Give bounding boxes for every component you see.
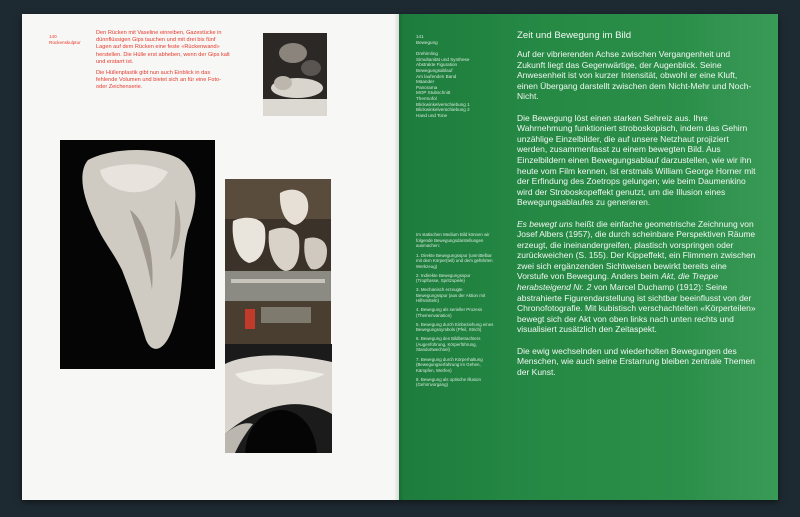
index-item: MOP Stubschnitt <box>416 90 451 96</box>
list-item: 7. Bewegung durch Körperhaltung (Bewegungserfahrung im Gehen, Kämpfen, Werfen) <box>416 356 483 373</box>
index-item: Panorama <box>416 84 438 90</box>
left-page <box>22 14 399 500</box>
list-item: 5. Bewegung durch Einbeziehung eines Bewegungssymbols (Pfeil, Strich) <box>416 321 494 333</box>
main-article <box>517 30 757 388</box>
index-item: Hand und Tone <box>416 112 448 118</box>
instructions-text <box>96 30 231 96</box>
photo-studio-sculptures <box>225 179 331 351</box>
article-paragraph: Es bewegt uns heißt die einfache geometrische Zeichnung von Josef Albers (1957), die durch scheinbare Perspektiven Räume erzeugt, die ineinandergreifen, plastisch vorspringen oder zurückweichen (S. 155). Der Kippeffekt, ein Flimmern zwischen zwei sich ergänzenden Sichtweisen bewirkt bereits eine Vorstufe von Bewegung. Anders beim Akt, die Treppe herabsteigend Nr. 2 von Marcel Duchamp (1912): Seine abstrahierte Figurendarstellung ist sichtbar beeinflusst von der Chronofotografie. Mit kubistisch verschachtelten «Körperteilen» bewegt sich der Akt von oben links nach unten rechts und visualisiert zusätzlich den Zeitaspekt. <box>517 218 756 335</box>
index-item: Thermofol <box>416 95 437 101</box>
list-item: 8. Bewegung als optische Illusion (Gehirnvorgang) <box>416 376 481 388</box>
right-page-number: 141 <box>416 34 424 39</box>
book-gutter <box>394 14 404 500</box>
chapter-index <box>416 34 491 118</box>
left-page-number: 140 <box>49 34 57 39</box>
artwork-title-albers: Es bewegt uns <box>517 218 573 229</box>
right-page <box>399 14 778 500</box>
list-item: 1. Direkte Bewegungsspur (unmittelbar mit dem Körper(teil) und dem geführten Werkzeug) <box>416 252 493 269</box>
index-item: Blickwinkelverschiebung 2 <box>416 107 470 113</box>
index-item: Drehimling <box>416 51 438 57</box>
instructions-paragraph: Den Rücken mit Vaseline einreiben, Gazestücke in dünnflüssigen Gips tauchen und mit drei bis fünf Lagen auf dem Rücken eine feste «Rückenwand» herstellen. Die Hülle erst abheben, wenn der Gips kalt und erstarrt ist. <box>96 30 230 65</box>
photo-back-casting <box>263 33 327 116</box>
article-paragraph: Auf der vibrierenden Achse zwischen Vergangenheit und Zukunft liegt das Gegenwärtige, der Augenblick. Seine Anwesenheit ist von kurzer Intensität, obwohl er eine Kluft, einen Übergang darstellt zwischen dem Nicht-Mehr und Noch-Nicht. <box>517 49 752 102</box>
instructions-paragraph: Die Hüllenplastik gibt nun auch Einblick in das fehlende Volumen und bietet sich an für eine Foto- oder Zeichenserie. <box>96 70 222 91</box>
article-title: Zeit und Bewegung im Bild <box>517 30 632 41</box>
article-paragraph: Die Bewegung löst einen starken Sehreiz aus. Ihre Wahrnehmung funktioniert stroboskopisch, indem das Gehirn unzählige Einzelbilder, die auf unsere Netzhaut projiziert werden, zusammenfasst zu einem bewegten Bild. Aus Einzelbildern einen Bewegungsablauf darzustellen, wie wir ihn heute vom Film kennen, ist erstmals William George Horner mit der Erfindung des Zoetrops gelungen; wie beim Daumenkino wird der Stroboskopeffekt genutzt, um die Illusion eines Bewegungsablaufes zu generieren. <box>517 112 756 208</box>
photo-plaster-torso <box>60 140 215 369</box>
index-item: Blickwinkelverschiebung 1 <box>416 101 470 107</box>
list-item: 2. Indirekte Bewegungsspur (Tropfrasse, Spritzspiele) <box>416 272 471 284</box>
index-item: Bewegungsablauf <box>416 67 453 73</box>
list-item: 6. Bewegung des Bildbetrachters (Augenführung, Körperführung, Standortwechsel) <box>416 336 481 353</box>
list-item: 4. Bewegung als serieller Prozess (Themenvariation) <box>416 307 483 318</box>
left-page-section: Rückenskulptur <box>49 40 81 45</box>
index-item: Abstrakte Figuration <box>416 62 458 68</box>
book-spread <box>22 14 778 500</box>
article-paragraph: Die ewig wechselnden und wiederholten Bewegungen des Menschen, wie auch seine Erstarrung bleiben zentrale Themen der Kunst. <box>517 345 755 377</box>
list-item: 3. Mechanisch erzeugte Bewegungsspur (aus der Aktion mit Hilfsmitteln) <box>416 287 486 304</box>
movement-list-intro: Im statischen Medium Bild können wir folgende Bewegungsdarstellungen ausmachen: <box>416 232 490 248</box>
artwork-title-duchamp: Akt, die Treppe herabsteigend Nr. 2 <box>517 271 719 293</box>
movement-list <box>416 232 494 391</box>
photo-plaster-detail <box>225 344 332 453</box>
index-item: Simultanität und Synthese <box>416 56 470 62</box>
index-item: Am laufenden Band <box>416 73 457 79</box>
left-page-header <box>49 34 81 46</box>
right-page-section: Bewegung <box>416 39 438 45</box>
index-item: Mäander <box>416 79 435 85</box>
